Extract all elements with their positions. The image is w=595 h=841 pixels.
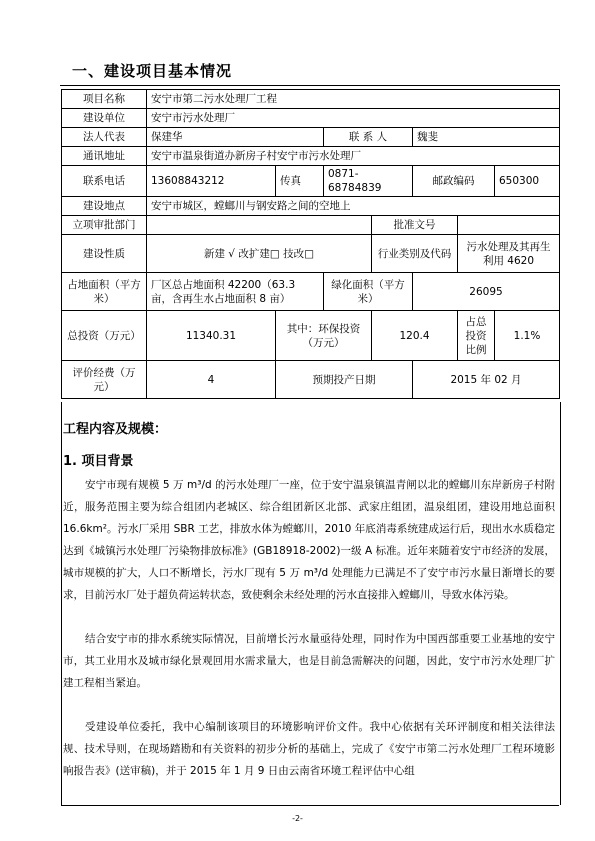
value-industry: 污水处理及其再生利用 4620 xyxy=(458,235,560,273)
paragraph-3: 受建设单位委托，我中心编制该项目的环境影响评价文件。我中心依据有关环评制度和相关法律法规、技术导则，在现场踏勘和有关资料的初步分析的基础上，完成了《安宁市第二污水处理厂工程环境影响报告表》(送审稿)，并于 2015 年 1 月 9 日由云南省环境工程评估中心组 xyxy=(63,721,555,777)
label-env-invest: 其中：环保投资（万元） xyxy=(276,311,372,361)
value-postcode: 650300 xyxy=(495,166,560,197)
table-row xyxy=(62,166,560,197)
label-green-area: 绿化面积（平方米） xyxy=(324,273,413,311)
label-production-date: 预期投产日期 xyxy=(276,361,413,399)
label-postcode: 邮政编码 xyxy=(413,166,495,197)
value-builder: 安宁市污水处理厂 xyxy=(147,109,560,128)
table-row xyxy=(62,109,560,128)
label-invest-ratio: 占总投资比例 xyxy=(458,311,495,361)
label-fax: 传真 xyxy=(276,166,324,197)
sub-title: 1. 项目背景 xyxy=(63,454,134,469)
value-approval-no xyxy=(458,216,560,235)
table-row xyxy=(62,361,560,399)
value-total-invest: 11340.31 xyxy=(147,311,276,361)
table-row xyxy=(62,216,560,235)
table-row xyxy=(62,197,560,216)
value-env-invest: 120.4 xyxy=(372,311,458,361)
value-eval-fee: 4 xyxy=(147,361,276,399)
table-row xyxy=(62,235,560,273)
project-info-table xyxy=(61,89,560,399)
table-row xyxy=(62,128,560,147)
value-production-date: 2015 年 02 月 xyxy=(413,361,560,399)
heading-rule xyxy=(60,85,560,86)
table-row xyxy=(62,311,560,361)
label-approval-dept: 立项审批部门 xyxy=(62,216,147,235)
value-project-name: 安宁市第二污水处理厂工程 xyxy=(147,90,560,109)
table-row xyxy=(62,147,560,166)
label-land-area: 占地面积（平方米） xyxy=(62,273,147,311)
table-row xyxy=(62,273,560,311)
section-heading: 一、建设项目基本情况 xyxy=(72,62,233,80)
label-nature: 建设性质 xyxy=(62,235,147,273)
value-nature: 新建 √ 改扩建□ 技改□ xyxy=(147,235,372,273)
value-invest-ratio: 1.1% xyxy=(495,311,560,361)
value-land-area: 厂区总占地面积 42200（63.3 亩，含再生水占地面积 8 亩） xyxy=(147,273,324,311)
paragraph-1: 安宁市现有规模 5 万 m³/d 的污水处理厂一座，位于安宁温泉镇温青闸以北的螳螂川东岸新房子村附近，服务范围主要为综合组团内老城区、综合组团新区北部、武家庄组团，温泉组团，建设用地总面积 16.6km²。污水厂采用 SBR 工艺，排放水体为螳螂川，2010 年底消毒系统建成运行后，现出水水质稳定达到《城镇污水处理厂污染物排放标准》(GB18918-2002)一级 A 标准。近年来随着安宁市经济的发展，城市规模的扩大，人口不断增长，污水厂现有 5 万 m³/d 处理能力已满足不了安宁市污水量日渐增长的要求，目前污水厂处于超负荷运转状态，致使剩余未经处理的污水直接排入螳螂川，导致水体污染。 xyxy=(63,479,555,601)
label-phone: 联系电话 xyxy=(62,166,147,197)
label-builder: 建设单位 xyxy=(62,109,147,128)
label-legal-rep: 法人代表 xyxy=(62,128,147,147)
value-fax: 0871-68784839 xyxy=(324,166,413,197)
label-location: 建设地点 xyxy=(62,197,147,216)
label-address: 通讯地址 xyxy=(62,147,147,166)
value-approval-dept xyxy=(147,216,372,235)
label-industry: 行业类别及代码 xyxy=(372,235,458,273)
label-total-invest: 总投资（万元） xyxy=(62,311,147,361)
bottom-rule xyxy=(61,805,559,806)
table-row xyxy=(62,90,560,109)
label-project-name: 项目名称 xyxy=(62,90,147,109)
value-location: 安宁市城区，螳螂川与钢安路之间的空地上 xyxy=(147,197,560,216)
value-legal-rep: 保建华 xyxy=(147,128,324,147)
value-contact: 魏斐 xyxy=(413,128,560,147)
label-contact: 联 系 人 xyxy=(324,128,413,147)
value-address: 安宁市温泉街道办新房子村安宁市污水处理厂 xyxy=(147,147,560,166)
value-green-area: 26095 xyxy=(413,273,560,311)
paragraph-2: 结合安宁市的排水系统实际情况，目前增长污水量亟待处理，同时作为中国西部重要工业基地的安宁市，其工业用水及城市绿化景观回用水需求量大，也是目前急需解决的问题，因此，安宁市污水处理厂扩建工程相当紧迫。 xyxy=(63,633,555,689)
value-phone: 13608843212 xyxy=(147,166,276,197)
label-approval-no: 批准文号 xyxy=(372,216,458,235)
label-eval-fee: 评价经费（万元） xyxy=(62,361,147,399)
section-title: 工程内容及规模： xyxy=(63,422,168,437)
page-number: -2- xyxy=(292,814,303,823)
